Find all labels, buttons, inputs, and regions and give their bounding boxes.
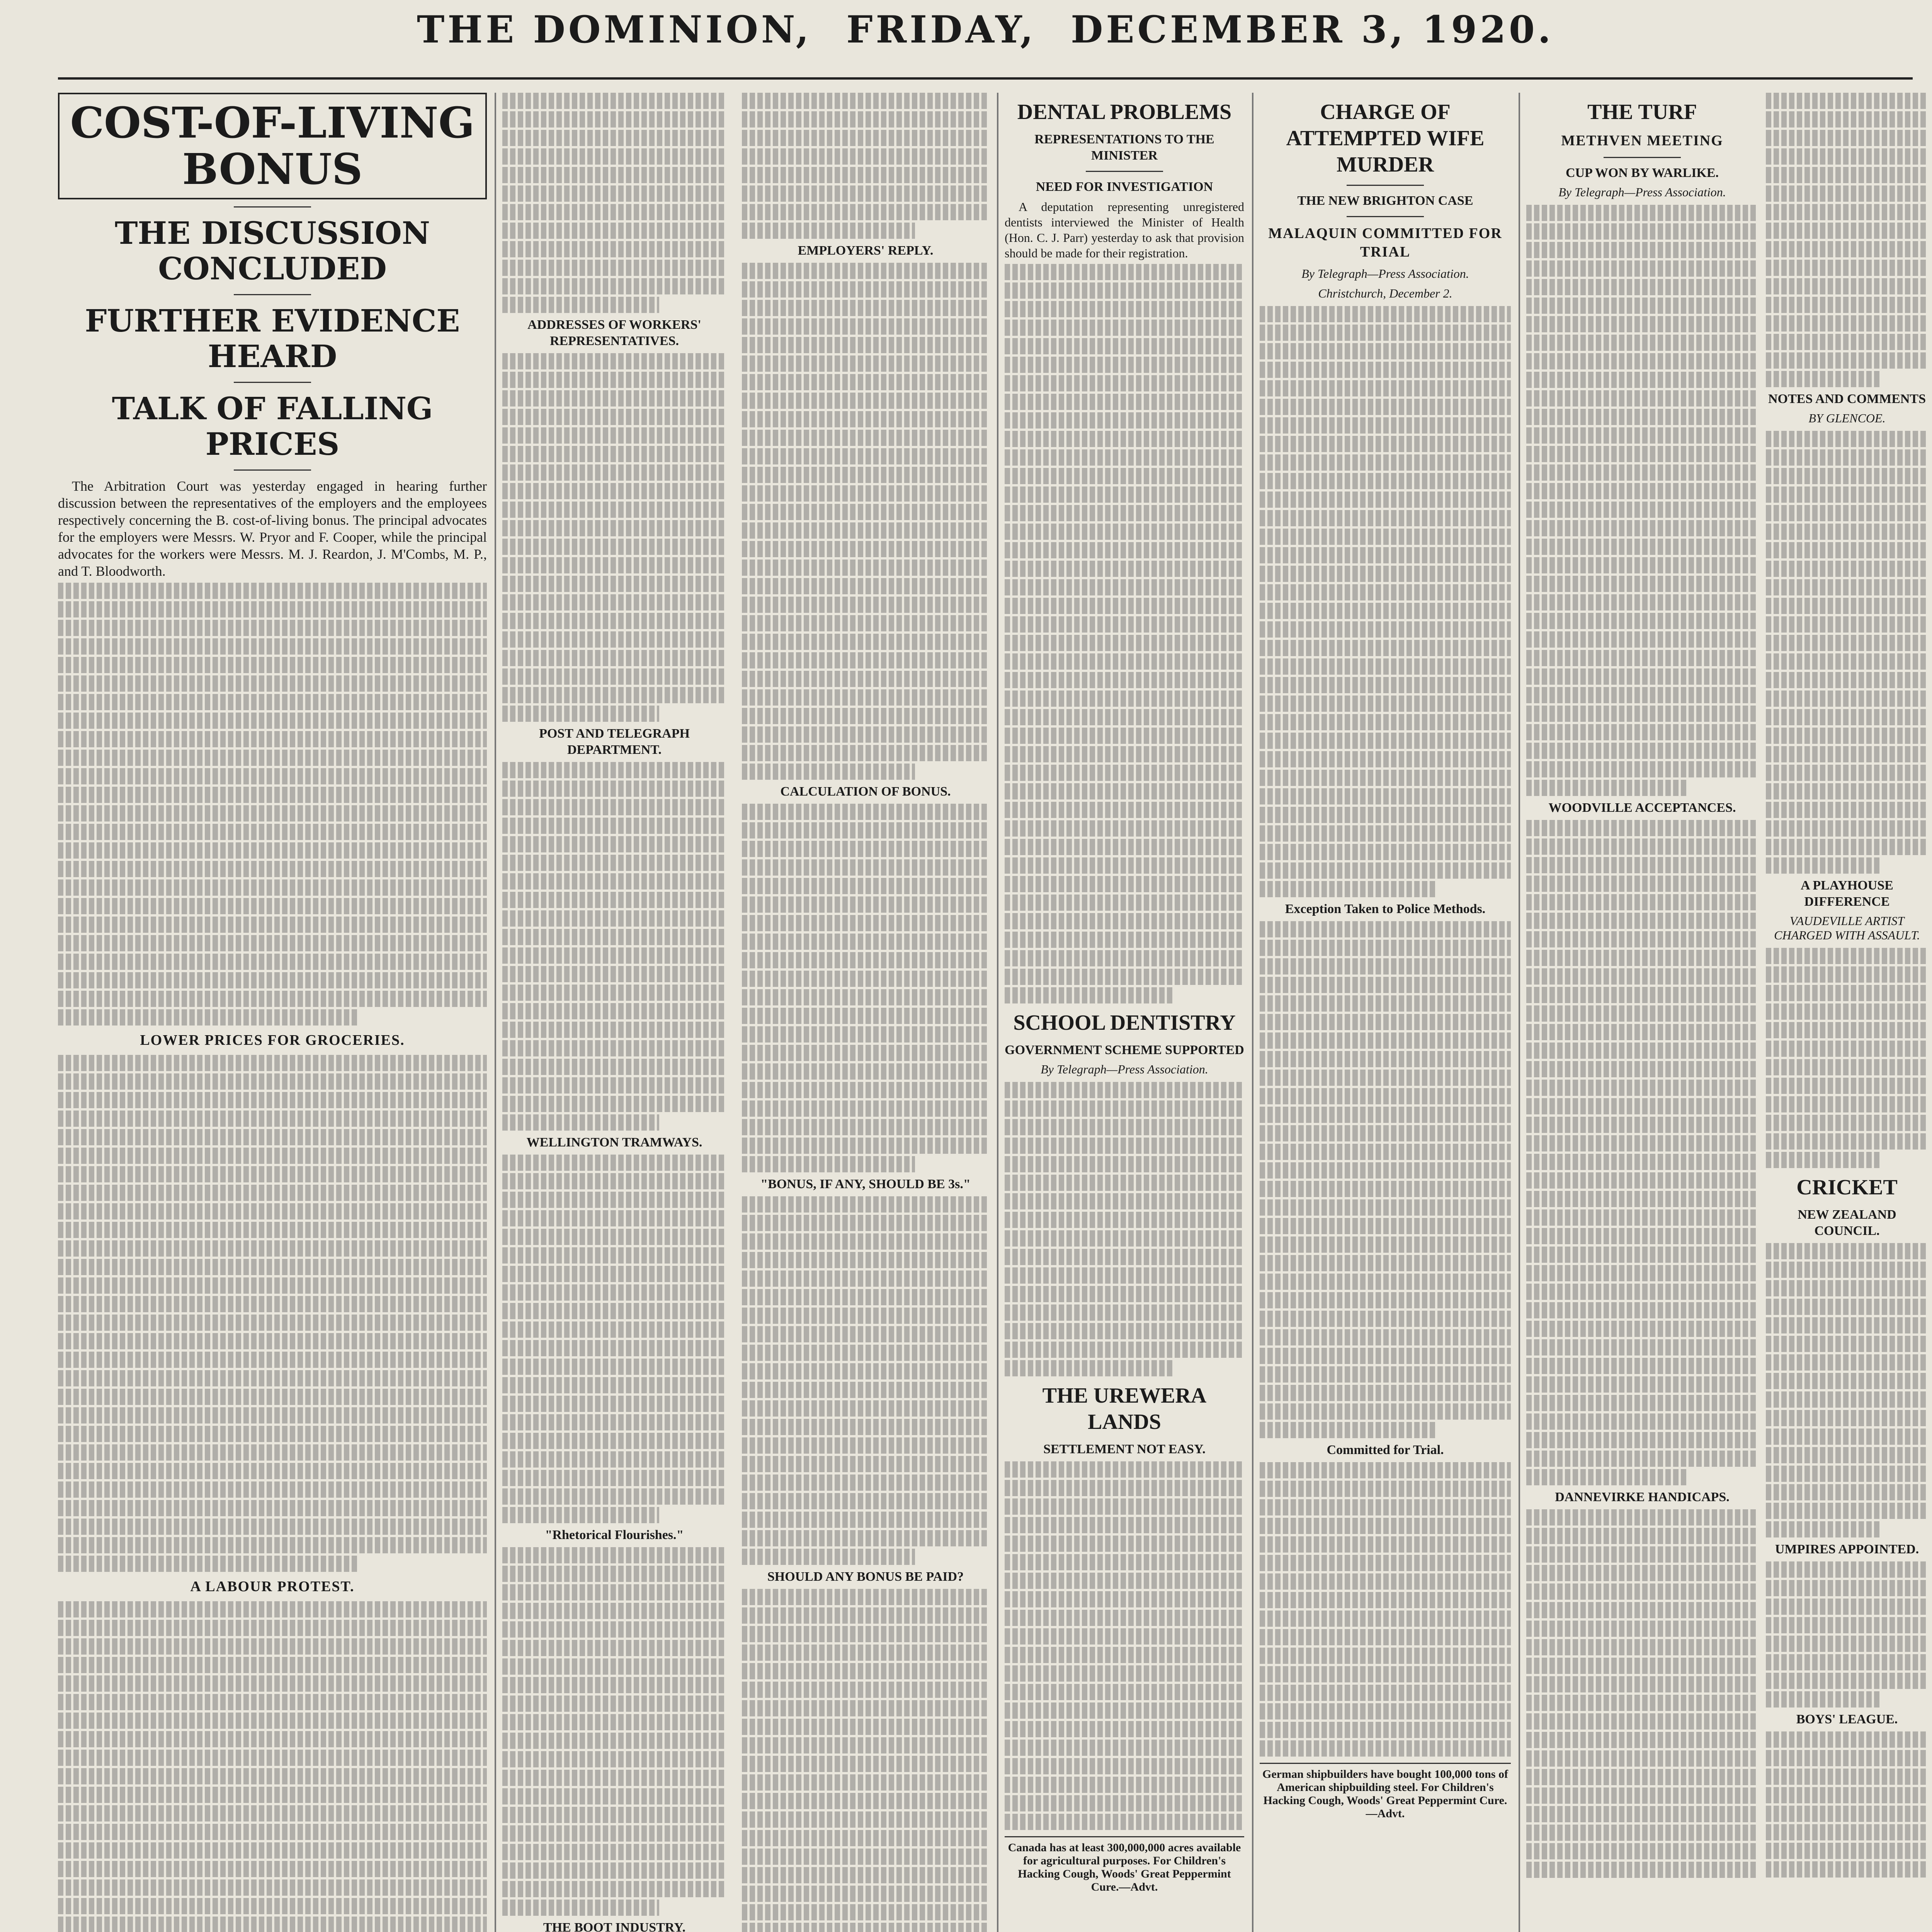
article-lead-paragraph: A deputation representing unregistered dentists interviewed the Minister of Health (Hon. C. J. Parr) yesterday to ask that provision should be made for their registration. — [1005, 200, 1244, 260]
article-deck-1: THE DISCUSSION CONCLUDED — [115, 215, 430, 287]
masthead-date: DECEMBER 3, 1920. — [1071, 8, 1554, 51]
section-heading: WELLINGTON TRAMWAYS. — [526, 1135, 702, 1150]
dental-article — [1005, 93, 1244, 1932]
article-title: SCHOOL DENTISTRY — [1013, 1011, 1236, 1035]
column-divider — [1519, 93, 1520, 1932]
masthead-rule — [58, 77, 1913, 80]
article-lead-paragraph: The Arbitration Court was yesterday engaged in hearing further discussion between the representatives of the employers and the employees respectively concerning the B. cost-of-living bonus. The principal advocates for the employers were Messrs. W. Pryor and F. Cooper, while the principal advocates for the workers were Messrs. M. J. Reardon, J. M'Combs, M. P., and T. Bloodworth. — [58, 478, 487, 579]
section-heading: "Rhetorical Flourishes." — [545, 1528, 684, 1542]
article-title: THE TURF — [1587, 100, 1697, 124]
column-divider — [1252, 93, 1253, 1932]
article-title: CRICKET — [1796, 1175, 1898, 1199]
section-heading: EMPLOYERS' REPLY. — [798, 243, 934, 258]
article-deck: NEED FOR INVESTIGATION — [1036, 180, 1213, 194]
article-deck: METHVEN MEETING — [1561, 133, 1723, 149]
cost-of-living-article — [58, 93, 487, 1932]
article-deck: CUP WON BY WARLIKE. — [1565, 166, 1719, 180]
masthead — [58, 8, 1913, 66]
advertisement: Canada has at least 300,000,000 acres available for agricultural purposes. For Children's Hacking Cough, Woods' Great Peppermint Cure.—Advt. — [1005, 1836, 1244, 1894]
article-deck: REPRESENTATIONS TO THE MINISTER — [1034, 132, 1214, 163]
article-title: A PLAYHOUSE DIFFERENCE — [1801, 878, 1893, 909]
section-heading: SHOULD ANY BONUS BE PAID? — [767, 1570, 964, 1584]
cost-of-living-continued — [502, 93, 726, 1932]
section-heading: WOODVILLE ACCEPTANCES. — [1548, 801, 1736, 815]
section-heading: "BONUS, IF ANY, SHOULD BE 3s." — [760, 1177, 971, 1191]
article-deck: NEW ZEALAND COUNCIL. — [1798, 1208, 1896, 1238]
charge-article — [1260, 93, 1511, 1932]
masthead-title: THE DOMINION, — [417, 8, 812, 51]
byline: BY GLENCOE. — [1808, 411, 1886, 425]
article-deck-3: TALK OF FALLING PRICES — [112, 390, 433, 462]
section-heading: POST AND TELEGRAPH DEPARTMENT. — [539, 726, 690, 757]
section-title: NOTES AND COMMENTS — [1768, 392, 1926, 406]
section-heading: LOWER PRICES FOR GROCERIES. — [140, 1032, 405, 1048]
article-headline-box — [58, 93, 487, 199]
cost-of-living-continued — [742, 93, 989, 1932]
byline: By Telegraph—Press Association. — [1301, 267, 1469, 281]
section-heading: CALCULATION OF BONUS. — [780, 784, 951, 799]
dateline: Christchurch, December 2. — [1318, 286, 1452, 300]
notes-column — [1766, 93, 1928, 1932]
section-heading: Exception Taken to Police Methods. — [1285, 902, 1486, 916]
advertisement: German shipbuilders have bought 100,000 tons of American shipbuilding steel. For Children's Hacking Cough, Woods' Great Peppermint Cure.—Advt. — [1260, 1763, 1511, 1820]
article-deck: SETTLEMENT NOT EASY. — [1043, 1442, 1206, 1456]
byline: By Telegraph—Press Association. — [1558, 185, 1726, 199]
column-divider — [997, 93, 998, 1932]
column-divider — [495, 93, 496, 1932]
article-title: THE UREWERA LANDS — [1042, 1384, 1207, 1434]
article-deck: GOVERNMENT SCHEME SUPPORTED — [1005, 1043, 1244, 1057]
article-deck-2: FURTHER EVIDENCE HEARD — [85, 303, 460, 374]
section-heading: UMPIRES APPOINTED. — [1775, 1542, 1919, 1556]
masthead-day: FRIDAY, — [846, 8, 1036, 51]
article-title: COST-OF-LIVING BONUS — [70, 98, 475, 194]
section-heading: THE BOOT INDUSTRY. — [543, 1920, 686, 1932]
article-title: CHARGE OF ATTEMPTED WIFE MURDER — [1286, 100, 1485, 177]
byline: By Telegraph—Press Association. — [1041, 1062, 1208, 1076]
section-heading: DANNEVIRKE HANDICAPS. — [1555, 1490, 1730, 1504]
section-heading: A LABOUR PROTEST. — [190, 1578, 355, 1595]
section-heading: BOYS' LEAGUE. — [1796, 1712, 1898, 1726]
article-title: DENTAL PROBLEMS — [1017, 100, 1232, 124]
article-deck: VAUDEVILLE ARTIST CHARGED WITH ASSAULT. — [1774, 914, 1920, 942]
article-deck: THE NEW BRIGHTON CASE — [1297, 194, 1473, 208]
article-deck: MALAQUIN COMMITTED FOR TRIAL — [1268, 225, 1502, 260]
section-heading: ADDRESSES OF WORKERS' REPRESENTATIVES. — [527, 318, 701, 348]
turf-article — [1526, 93, 1758, 1932]
section-heading: Committed for Trial. — [1327, 1443, 1444, 1457]
